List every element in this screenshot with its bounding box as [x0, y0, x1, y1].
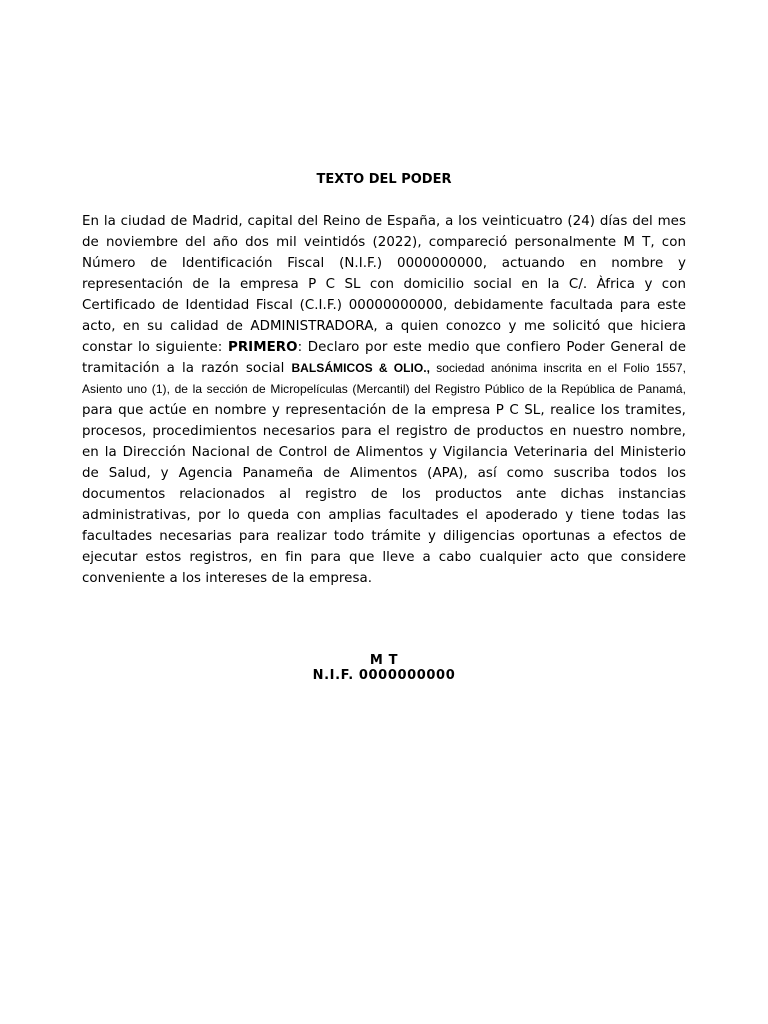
paragraph-intro: En la ciudad de Madrid, capital del Reino de España, a los veinticuatro (24) días del mes de noviembre del año dos mil veintidós (2022), compareció personalmente M T, con Número de Identificación Fiscal (N.I.F.) 0000000000, actuando en nombre y representación de la empresa P C SL con domicilio social en la C/. Àfrica y con Certificado de Identidad Fiscal (C.I.F.) 00000000000, debidamente facultada para este acto, en su calidad de ADMINISTRADORA, a quien conozco y me solicitó que hiciera constar lo siguiente:	[82, 214, 686, 355]
company-name: BALSÁMICOS & OLIO.,	[291, 361, 431, 375]
paragraph-after-primero: : Declaro por este medio que confiero Poder General de tramitación a la razón social	[82, 340, 686, 376]
paragraph-closing: para que actúe en nombre y representación de la empresa P C SL, realice los tramites, procesos, procedimientos necesarios para el registro de productos en nuestro nombre, en la Dirección Nacional de Control de Alimentos y Vigilancia Veterinaria del Ministerio de Salud, y Agencia Panameña de Alimentos (APA), así como suscriba todos los documentos relacionados al registro de los productos ante dichas instancias administrativas, por lo queda con amplias facultades el apoderado y tiene todas las facultades necesarias para realizar todo trámite y diligencias oportunas a efectos de ejecutar estos registros, en fin para que lleve a cabo cualquier acto que considere conveniente a los intereses de la empresa.	[82, 403, 686, 586]
signature-block	[0, 653, 768, 683]
signatory-name: M T	[369, 653, 399, 668]
primero-label: PRIMERO	[227, 340, 298, 355]
company-registration-details: sociedad anónima inscrita en el Folio 1557, Asiento uno (1), de la sección de Micropelículas (Mercantil) del Registro Público de la República de Panamá,	[82, 361, 686, 396]
document-title: TEXTO DEL PODER	[316, 172, 452, 187]
power-of-attorney-paragraph	[82, 211, 686, 589]
signatory-nif: N.I.F. 0000000000	[312, 668, 456, 683]
